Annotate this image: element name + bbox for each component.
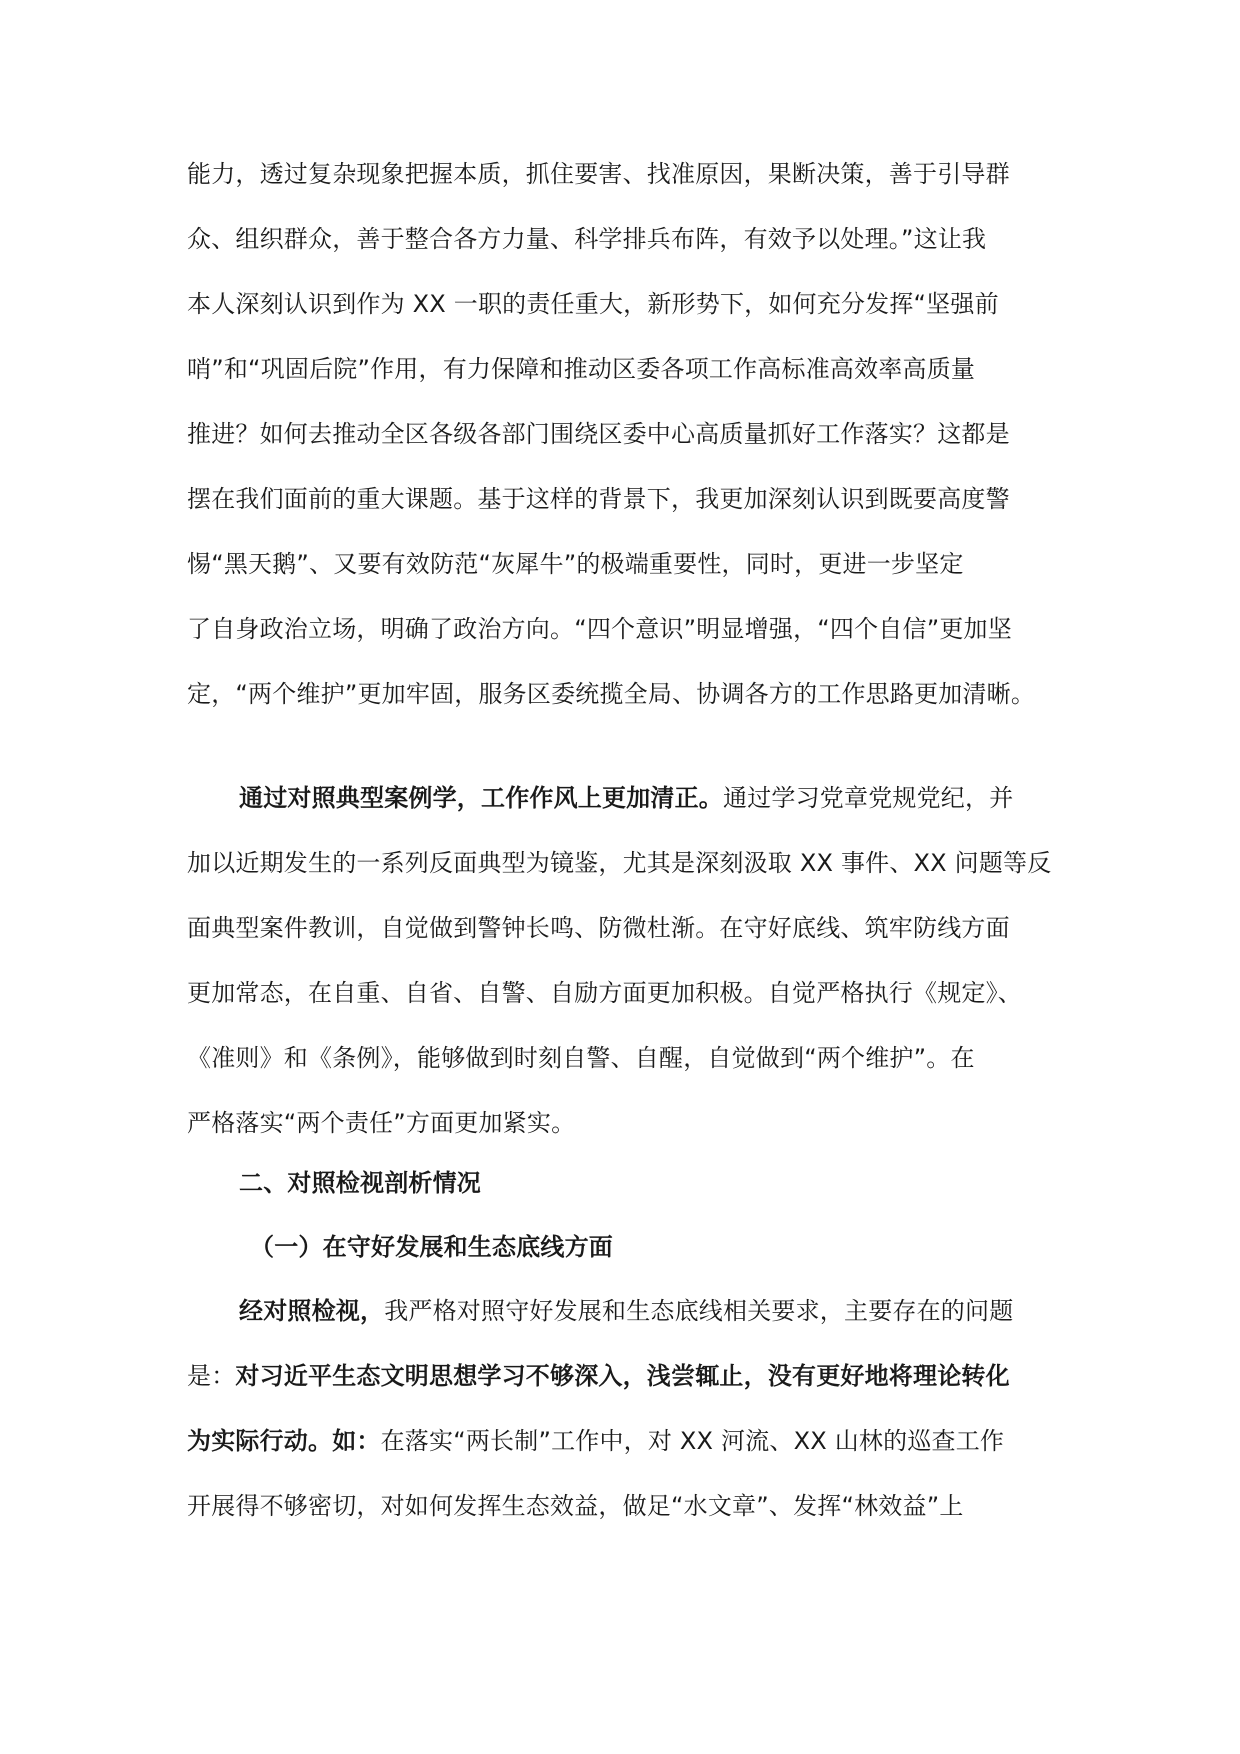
para1-line: 了自身政治立场，明确了政治方向。“四个意识”明显增强，“四个自信”更加坚: [187, 615, 1012, 643]
section-heading: [187, 1151, 1057, 1216]
para1-line: 推进？如何去推动全区各级各部门围绕区委中心高质量抓好工作落实？这都是: [187, 420, 1010, 448]
paragraph-1: [187, 142, 1057, 727]
para2-lead-bold: 通过对照典型案例学，工作作风上更加清正。: [239, 784, 723, 812]
para1-line: 众、组织群众，善于整合各方力量、科学排兵布阵，有效予以处理。”这让我: [187, 225, 987, 253]
para1-line: 摆在我们面前的重大课题。基于这样的背景下，我更加深刻认识到既要高度警: [187, 485, 1010, 513]
heading-2: 二、对照检视剖析情况: [239, 1169, 481, 1197]
para3-l3-bold: 为实际行动。如：: [187, 1427, 381, 1455]
para1-line: 本人深刻认识到作为 XX 一职的责任重大，新形势下，如何充分发挥“坚强前: [187, 290, 999, 318]
para1-line: 能力，透过复杂现象把握本质，抓住要害、找准原因，果断决策，善于引导群: [187, 160, 1010, 188]
heading-3: （一）在守好发展和生态底线方面: [250, 1233, 613, 1261]
para1-line: 定，“两个维护”更加牢固，服务区委统揽全局、协调各方的工作思路更加清晰。: [187, 680, 1036, 708]
para2-first-rest: 通过学习党章党规党纪，并: [723, 784, 1014, 812]
para2-line: 面典型案件教训，自觉做到警钟长鸣、防微杜渐。在守好底线、筑牢防线方面: [187, 914, 1010, 942]
para3-line-1: [187, 1279, 1057, 1344]
para3-line-2: [187, 1344, 1057, 1409]
para3-lead-bold: 经对照检视，: [239, 1297, 385, 1325]
para3-line-4: 开展得不够密切，对如何发挥生态效益，做足“水文章”、发挥“林效益”上: [187, 1492, 964, 1520]
subsection-heading: [187, 1215, 1057, 1280]
para1-line: 哨”和“巩固后院”作用，有力保障和推动区委各项工作高标准高效率高质量: [187, 355, 976, 383]
paragraph-2: [187, 766, 1057, 1156]
paragraph-3: [187, 1279, 1057, 1539]
para2-line: 加以近期发生的一系列反面典型为镜鉴，尤其是深刻汲取 XX 事件、XX 问题等反: [187, 849, 1052, 877]
para3-l2-plain: 是：: [187, 1362, 236, 1390]
para3-line-3: [187, 1409, 1057, 1474]
para2-line: 严格落实“两个责任”方面更加紧实。: [187, 1109, 576, 1137]
para3-l1-rest: 我严格对照守好发展和生态底线相关要求，主要存在的问题: [384, 1297, 1014, 1325]
para2-line: 《准则》和《条例》，能够做到时刻自警、自醒，自觉做到“两个维护”。在: [187, 1044, 975, 1072]
para1-line: 惕“黑天鹅”、又要有效防范“灰犀牛”的极端重要性，同时，更进一步坚定: [187, 550, 964, 578]
para2-first-line: [187, 766, 1057, 831]
para2-line: 更加常态，在自重、自省、自警、自励方面更加积极。自觉严格执行《规定》、: [187, 979, 1022, 1007]
para3-l3-rest: 在落实“两长制”工作中，对 XX 河流、XX 山林的巡查工作: [380, 1427, 1005, 1455]
para3-l2-bold: 对习近平生态文明思想学习不够深入，浅尝辄止，没有更好地将理论转化: [235, 1362, 1010, 1390]
